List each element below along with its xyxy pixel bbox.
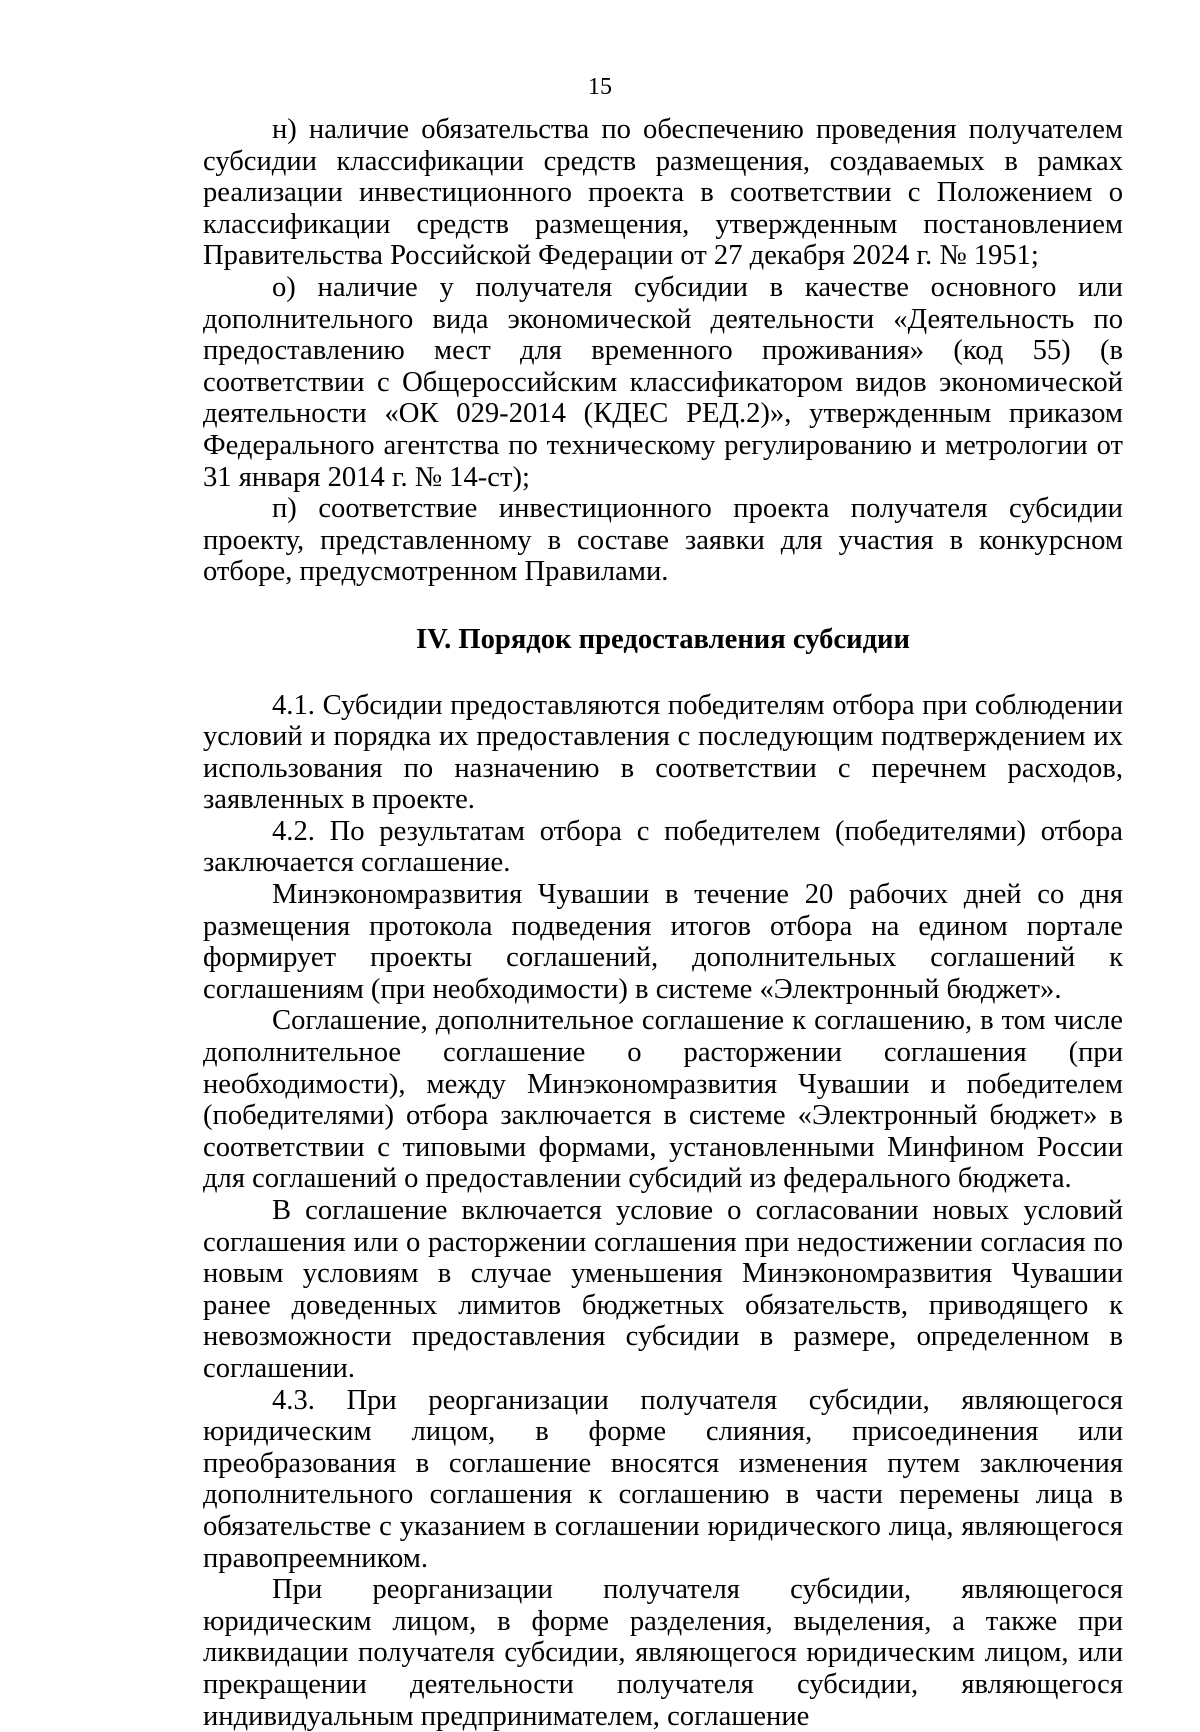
paragraph-item-n: н) наличие обязательства по обеспечению проведения получателем субсидии классификации средств размещения, создаваемых в рамках реализации инвестиционного проекта в соответствии с Положением о классификации средств размещения, утвержденным постановлением Правительства Российской Федерации от 27 декабря 2024 г. № 1951; [203, 114, 1123, 272]
paragraph-4-2-agreement-system: Соглашение, дополнительное соглашение к соглашению, в том числе дополнительное соглашение о расторжении соглашения (при необходимости), между Минэкономразвития Чувашии и победителем (победителями) отбора заключается в системе «Электронный бюджет» в соответствии с типовыми формами, установленными Минфином России для соглашений о предоставлении субсидий из федерального бюджета. [203, 1005, 1123, 1195]
paragraph-4-3: 4.3. При реорганизации получателя субсидии, являющегося юридическим лицом, в форме слияния, присоединения или преобразования в соглашение вносятся изменения путем заключения дополнительного соглашения к соглашению в части перемены лица в обязательстве с указанием в соглашении юридического лица, являющегося правопреемником. [203, 1384, 1123, 1574]
paragraph-item-p: п) соответствие инвестиционного проекта получателя субсидии проекту, представленному в составе заявки для участия в конкурсном отборе, предусмотренном Правилами. [203, 493, 1123, 588]
paragraph-4-1: 4.1. Субсидии предоставляются победителям отбора при соблюдении условий и порядка их предоставления с последующим подтверждением их использования по назначению в соответствии с перечнем расходов, заявленных в проекте. [203, 689, 1123, 816]
section-heading: IV. Порядок предоставления субсидии [416, 623, 910, 655]
paragraph-4-2-draft-agreements: Минэкономразвития Чувашии в течение 20 рабочих дней со дня размещения протокола подведения итогов отбора на едином портале формирует проекты соглашений, дополнительных соглашений к соглашениям (при необходимости) в системе «Электронный бюджет». [203, 879, 1123, 1005]
document-body [203, 114, 1123, 1732]
paragraph-4-2-new-conditions: В соглашение включается условие о согласовании новых условий соглашения или о расторжении соглашения при недостижении согласия по новым условиям в случае уменьшения Минэкономразвития Чувашии ранее доведенных лимитов бюджетных обязательств, приводящего к невозможности предоставления субсидии в размере, определенном в соглашении. [203, 1195, 1123, 1384]
paragraph-4-2: 4.2. По результатам отбора с победителем (победителями) отбора заключается соглашение. [203, 815, 1123, 879]
paragraph-4-3-reorganization: При реорганизации получателя субсидии, являющегося юридическим лицом, в форме разделения, выделения, а также при ликвидации получателя субсидии, являющегося юридическим лицом, или прекращении деятельности получателя субсидии, являющегося индивидуальным предпринимателем, соглашение [203, 1574, 1123, 1732]
page-number: 15 [588, 74, 612, 100]
paragraph-item-o: о) наличие у получателя субсидии в качестве основного или дополнительного вида экономической деятельности «Деятельность по предоставлению мест для временного проживания» (код 55) (в соответствии с Общероссийским классификатором видов экономической деятельности «ОК 029-2014 (КДЕС РЕД.2)», утвержденным приказом Федерального агентства по техническому регулированию и метрологии от 31 января 2014 г. № 14-ст); [203, 271, 1123, 493]
